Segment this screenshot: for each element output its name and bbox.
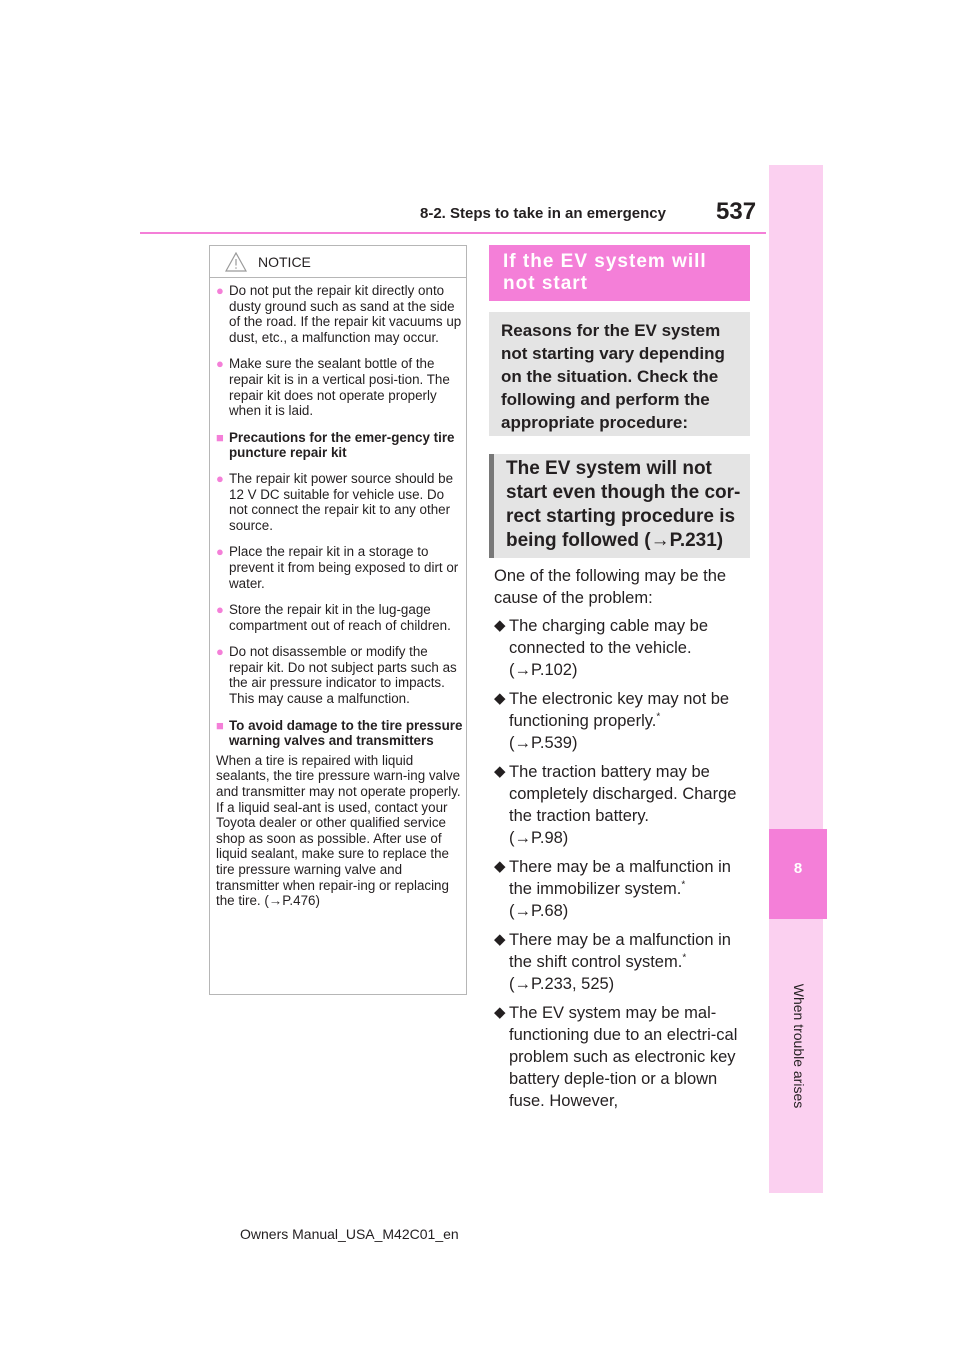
- notice-paragraph: When a tire is repaired with liquid sealants, the tire pressure warn-ing valve and transmitter may not operate properly. If a liquid seal-ant is used, contact your Toyota dealer or other qualified service shop as soon as possible. After use of liquid sealant, make sure to replace the tire pressure warning valve and transmitter when repair-ing or replacing the tire. (→P.476): [216, 752, 461, 909]
- diamond-bullet-icon: ◆: [494, 690, 506, 707]
- notice-divider: [210, 277, 466, 278]
- diamond-bullet-icon: ◆: [494, 763, 506, 780]
- chapter-number-tab[interactable]: [769, 829, 827, 919]
- notice-bullet: ● The repair kit power source should be 12 V DC suitable for vehicle use. Do not connect the repair kit to any other source.: [216, 470, 454, 533]
- main-text: [494, 565, 754, 1119]
- list-item: ◆ The traction battery may be completely discharged. Charge the traction battery. (→P.98): [494, 763, 737, 847]
- bullet-icon: ●: [216, 470, 224, 486]
- subsection-heading: The EV system will not start even though the cor-rect starting procedure is being followed (→P.231): [489, 454, 750, 558]
- diamond-bullet-icon: ◆: [494, 858, 506, 875]
- notice-title: NOTICE: [258, 254, 311, 270]
- list-item: ◆ The charging cable may be connected to the vehicle. (→P.102): [494, 617, 709, 679]
- chapter-label: When trouble arises: [791, 983, 807, 1109]
- notice-bullet: ● Make sure the sealant bottle of the repair kit is in a vertical posi-tion. The repair kit does not operate properly when it is laid.: [216, 356, 450, 419]
- chapter-number: 8: [793, 860, 803, 877]
- header-rule: [140, 232, 766, 234]
- warning-triangle-icon: [225, 252, 247, 272]
- section-intro: Reasons for the EV system not starting vary depending on the situation. Check the following and perform the appropriate procedure:: [489, 312, 750, 436]
- page-number: 537: [716, 198, 757, 225]
- notice-subheading: ■ Precautions for the emer-gency tire puncture repair kit: [216, 429, 455, 461]
- section-header-title: 8-2. Steps to take in an emergency: [420, 205, 666, 222]
- diamond-bullet-icon: ◆: [494, 1004, 506, 1021]
- bullet-icon: ●: [216, 602, 224, 618]
- square-bullet-icon: ■: [216, 429, 224, 445]
- footer-manual-id: Owners Manual_USA_M42C01_en: [240, 1226, 459, 1242]
- diamond-bullet-icon: ◆: [494, 617, 506, 634]
- list-item: ◆ There may be a malfunction in the shift control system.* (→P.233, 525): [494, 931, 731, 993]
- bullet-icon: ●: [216, 283, 224, 298]
- list-item: ◆ There may be a malfunction in the immobilizer system.* (→P.68): [494, 858, 731, 920]
- notice-bullet: ● Place the repair kit in a storage to prevent it from being exposed to dirt or water.: [216, 544, 459, 591]
- notice-subheading: ■ To avoid damage to the tire pressure warning valves and transmitters: [216, 717, 463, 749]
- notice-box: [209, 245, 467, 995]
- section-title: If the EV system will not start: [489, 245, 750, 301]
- bullet-icon: ●: [216, 356, 224, 372]
- notice-bullet: ● Do not put the repair kit directly onto dusty ground such as sand at the side of the road. If the repair kit vacuums up dust, etc., a malfunction may occur.: [216, 283, 462, 345]
- list-item: ◆ The electronic key may not be functioning properly.* (→P.539): [494, 690, 730, 752]
- notice-bullet: ● Store the repair kit in the lug-gage compartment out of reach of children.: [216, 602, 451, 633]
- bullet-icon: ●: [216, 544, 224, 560]
- lead-paragraph: One of the following may be the cause of the problem:: [494, 567, 727, 607]
- notice-bullet: ● Do not disassemble or modify the repair kit. Do not subject parts such as the air pressure indicator to impacts. This may cause a malfunction.: [216, 644, 457, 707]
- list-item: ◆ The EV system may be mal-functioning due to an electri-cal problem such as electronic key battery deple-tion or a blown fuse. However,: [494, 1004, 738, 1110]
- bullet-icon: ●: [216, 644, 224, 660]
- square-bullet-icon: ■: [216, 717, 224, 733]
- notice-body: [216, 283, 463, 909]
- diamond-bullet-icon: ◆: [494, 931, 506, 948]
